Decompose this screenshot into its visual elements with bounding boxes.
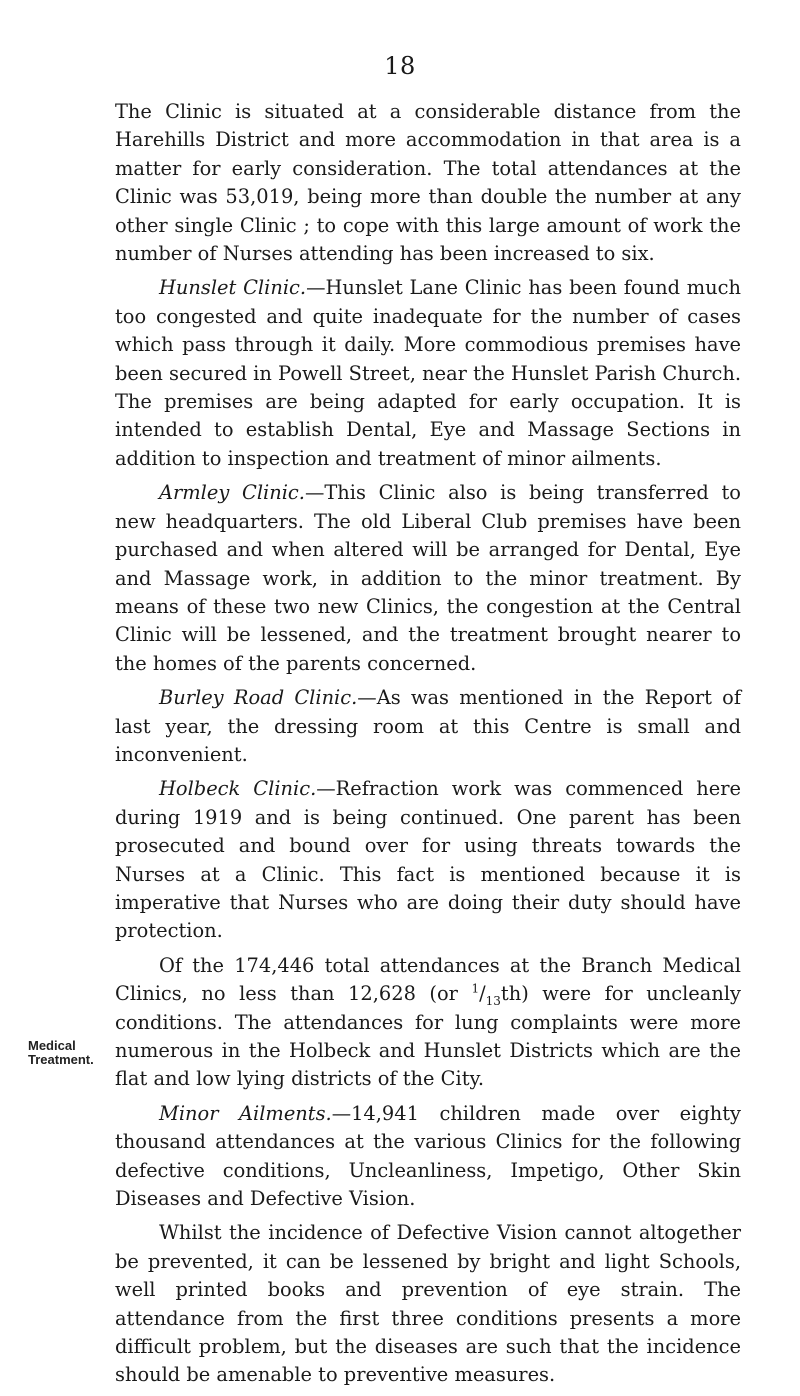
text-armley-clinic: —This Clinic also is being transferred to new headquarters. The old Liberal Club premises have been purchased and when altered will be arranged for Dental, Eye and Massage work, in addition to the minor treatment. By means of these two new Clinics, the congestion at the Central Clinic will be lessened, and the treatment brought nearer to the homes of the parents concerned. <box>115 481 741 675</box>
paragraph-holbeck-clinic <box>115 775 741 945</box>
text-burley-road-clinic: —As was mentioned in the Report of last year, the dressing room at this Centre is small and inconvenient. <box>115 686 742 766</box>
fraction-denominator: 13 <box>485 994 501 1009</box>
heading-minor-ailments: Minor Ailments. <box>159 1101 332 1125</box>
heading-armley-clinic: Armley Clinic. <box>159 481 305 505</box>
fraction-slash: / <box>479 982 486 1006</box>
heading-holbeck-clinic: Holbeck Clinic. <box>159 777 317 801</box>
body-text <box>115 98 741 1396</box>
text-holbeck-clinic: —Refraction work was commenced here during 1919 and is being continued. One parent has been prosecuted and bound over for using threats towards the Nurses at a Clinic. This fact is mentioned because it is imperative that Nurses who are doing their duty should have protection. <box>115 777 741 943</box>
paragraph-defective-vision: Whilst the incidence of Defective Vision cannot altogether be prevented, it can be lessened by bright and light Schools, well printed books and prevention of eye strain. The attendance from the first three conditions presents a more difficult problem, but the diseases are such that the incidence should be amenable to preventive measures. <box>115 1221 741 1387</box>
margin-note-line-1: Medical <box>28 1038 76 1053</box>
paragraph-branch-attendances <box>115 952 741 1094</box>
fraction-numerator: 1 <box>471 981 480 996</box>
paragraph-burley-road-clinic <box>115 684 741 769</box>
text-branch-attendances-b: th) were for uncleanly conditions. The attendances for lung complaints were more numerous in the Holbeck and Hunslet Districts which are the flat and low lying districts of the City. <box>115 982 741 1091</box>
page-number: 18 <box>384 52 416 80</box>
paragraph-armley-clinic <box>115 479 741 678</box>
text-branch-attendances-a: Of the 174,446 total attendances at the Branch Medical Clinics, no less than 12,628 (or <box>115 953 741 1006</box>
text-minor-ailments: —14,941 children made over eighty thousand attendances at the various Clinics for the following defective conditions, Uncleanliness, Impetigo, Other Skin Diseases and Defective Vision. <box>115 1101 741 1211</box>
paragraph-minor-ailments <box>115 1100 741 1214</box>
heading-hunslet-clinic: Hunslet Clinic. <box>159 276 307 300</box>
text-hunslet-clinic: —Hunslet Lane Clinic has been found much too congested and quite inadequate for the number of cases which pass through it daily. More commodious premises have been secured in Powell Street, near the Hunslet Parish Church. The premises are being adapted for early occupation. It is intended to establish Dental, Eye and Massage Sections in addition to inspection and treatment of minor ailments. <box>115 276 741 470</box>
margin-note-medical-treatment <box>28 1039 113 1067</box>
paragraph-hunslet-clinic <box>115 274 741 473</box>
paragraph-harehills: The Clinic is situated at a considerable distance from the Harehills District and more accommodation in that area is a matter for early consideration. The total attendances at the Clinic was 53,019, being more than double the number at any other single Clinic ; to cope with this large amount of work the number of Nurses attending has been increased to six. <box>115 100 741 266</box>
margin-note-line-2: Treatment. <box>28 1052 94 1067</box>
heading-burley-road-clinic: Burley Road Clinic. <box>159 686 358 710</box>
